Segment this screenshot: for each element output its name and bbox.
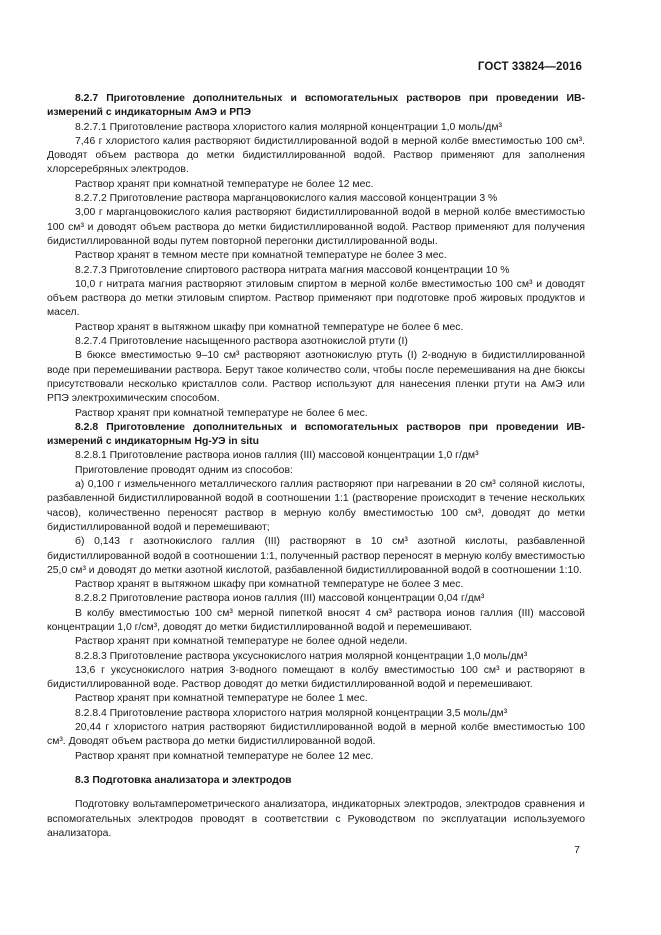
paragraph: 10,0 г нитрата магния растворяют этиловым спиртом в мерной колбе вместимостью 100 см³ и доводят объем раствора до метки этиловым спиртом. Раствор применяют при подготовке проб жировых продуктов и масел. — [47, 278, 585, 319]
paragraph: а) 0,100 г измельченного металлического галлия растворяют при нагревании в 20 см³ соляной кислоты, разбавленной бидистиллированной водой в соотношении 1:1 (растворение происходит в течение нескольких часов), количественно переносят раствор в мерную колбу вместимостью 100 см³, доводят до метки бидистиллированной водой и перемешивают; — [47, 479, 585, 533]
paragraph: 8.2.7.3 Приготовление спиртового раствора нитрата магния массовой концентрации 10 % — [75, 264, 510, 276]
paragraph: Приготовление проводят одним из способов: — [75, 464, 293, 476]
paragraph: 8.2.8.3 Приготовление раствора уксуснокислого натрия молярной концентрации 1,0 моль/дм³ — [75, 650, 528, 662]
document-body — [47, 92, 585, 841]
paragraph: 8.2.8.4 Приготовление раствора хлористого натрия молярной концентрации 3,5 моль/дм³ — [75, 707, 508, 719]
paragraph: В колбу вместимостью 100 см³ мерной пипеткой вносят 4 см³ раствора ионов галлия (III) массовой концентрации 1,0 г/см³, доводят до метки бидистиллированной водой и перемешивают. — [47, 607, 585, 633]
paragraph: 8.2.8.1 Приготовление раствора ионов галлия (III) массовой концентрации 1,0 г/дм³ — [75, 450, 479, 462]
paragraph: 8.2.8.2 Приготовление раствора ионов галлия (III) массовой концентрации 0,04 г/дм³ — [75, 593, 485, 605]
paragraph: Раствор хранят при комнатной температуре не более 12 мес. — [75, 750, 374, 762]
paragraph: 3,00 г марганцовокислого калия растворяют бидистиллированной водой в мерной колбе вместимостью 100 см³ и доводят объем раствора до метки бидистиллированной водой. Раствор применяют для получения бидистиллированной воды путем повторной перегонки дистиллированной воды. — [47, 207, 585, 247]
paragraph: Раствор хранят при комнатной температуре не более 12 мес. — [75, 178, 374, 190]
paragraph: б) 0,143 г азотнокислого галлия (III) растворяют в 10 см³ азотной кислоты, разбавленной бидистиллированной водой в соотношении 1:1, полученный раствор переносят в мерную колбу вместимостью 25,0 см³ и доводят до метки азотной кислотой, разбавленной бидистиллированной водой в соотношении 1:10. — [47, 536, 585, 576]
paragraph: 8.2.7.4 Приготовление насыщенного раствора азотнокислой ртути (I) — [75, 336, 408, 348]
paragraph: Раствор хранят в вытяжном шкафу при комнатной температуре не более 3 мес. — [75, 579, 464, 591]
paragraph: Подготовку вольтамперометрического анализатора, индикаторных электродов, электродов сравнения и вспомогательных электродов проводят в соответствии с Руководством по эксплуатации используемого анализатора. — [47, 799, 585, 839]
paragraph: Раствор хранят при комнатной температуре не более одной недели. — [75, 636, 408, 648]
paragraph: 7,46 г хлористого калия растворяют бидистиллированной водой в мерной колбе вместимостью 100 см³. Доводят объем раствора до метки бидистиллированной водой. Раствор применяют для заполнения хлорсеребряных электродов. — [47, 135, 585, 176]
paragraph: Раствор хранят при комнатной температуре не более 6 мес. — [75, 407, 368, 419]
page-number: 7 — [574, 844, 580, 856]
paragraph: Раствор хранят в вытяжном шкафу при комнатной температуре не более 6 мес. — [75, 321, 464, 333]
paragraph: 13,6 г уксуснокислого натрия 3-водного помещают в колбу вместимостью 100 см³ и растворяют в бидистиллированной воде. Раствор доводят до метки бидистиллированной водой и перемешивают. — [47, 664, 585, 691]
heading-8-3: 8.3 Подготовка анализатора и электродов — [75, 774, 292, 786]
paragraph: Раствор хранят при комнатной температуре не более 1 мес. — [75, 693, 368, 705]
heading-8-2-8: 8.2.8 Приготовление дополнительных и вспомогательных растворов при проведении ИВ-измерений с индикаторным Hg-УЭ in situ — [47, 421, 585, 448]
heading-8-2-7: 8.2.7 Приготовление дополнительных и вспомогательных растворов при проведении ИВ-измерений с индикаторным АмЭ и РПЭ — [47, 93, 585, 119]
paragraph: Раствор хранят в темном месте при комнатной температуре не более 3 мес. — [75, 250, 447, 262]
paragraph: 8.2.7.1 Приготовление раствора хлористого калия молярной концентрации 1,0 моль/дм³ — [75, 121, 502, 133]
paragraph: В бюксе вместимостью 9–10 см³ растворяют азотнокислую ртуть (I) 2-водную в бидистиллированной воде при перемешивании раствора. Берут такое количество соли, чтобы после перемешивания на дне бюксы присутствовали несколько кристаллов соли. Раствор используют для нанесения пленки ртути на АмЭ или РПЭ электрохимическим способом. — [47, 350, 585, 405]
document-header: ГОСТ 33824—2016 — [477, 61, 582, 73]
paragraph: 20,44 г хлористого натрия растворяют бидистиллированной водой в мерной колбе вместимостью 100 см³. Доводят объем раствора до метки бидистиллированной водой. — [47, 722, 585, 748]
paragraph: 8.2.7.2 Приготовление раствора марганцовокислого калия массовой концентрации 3 % — [75, 193, 498, 205]
